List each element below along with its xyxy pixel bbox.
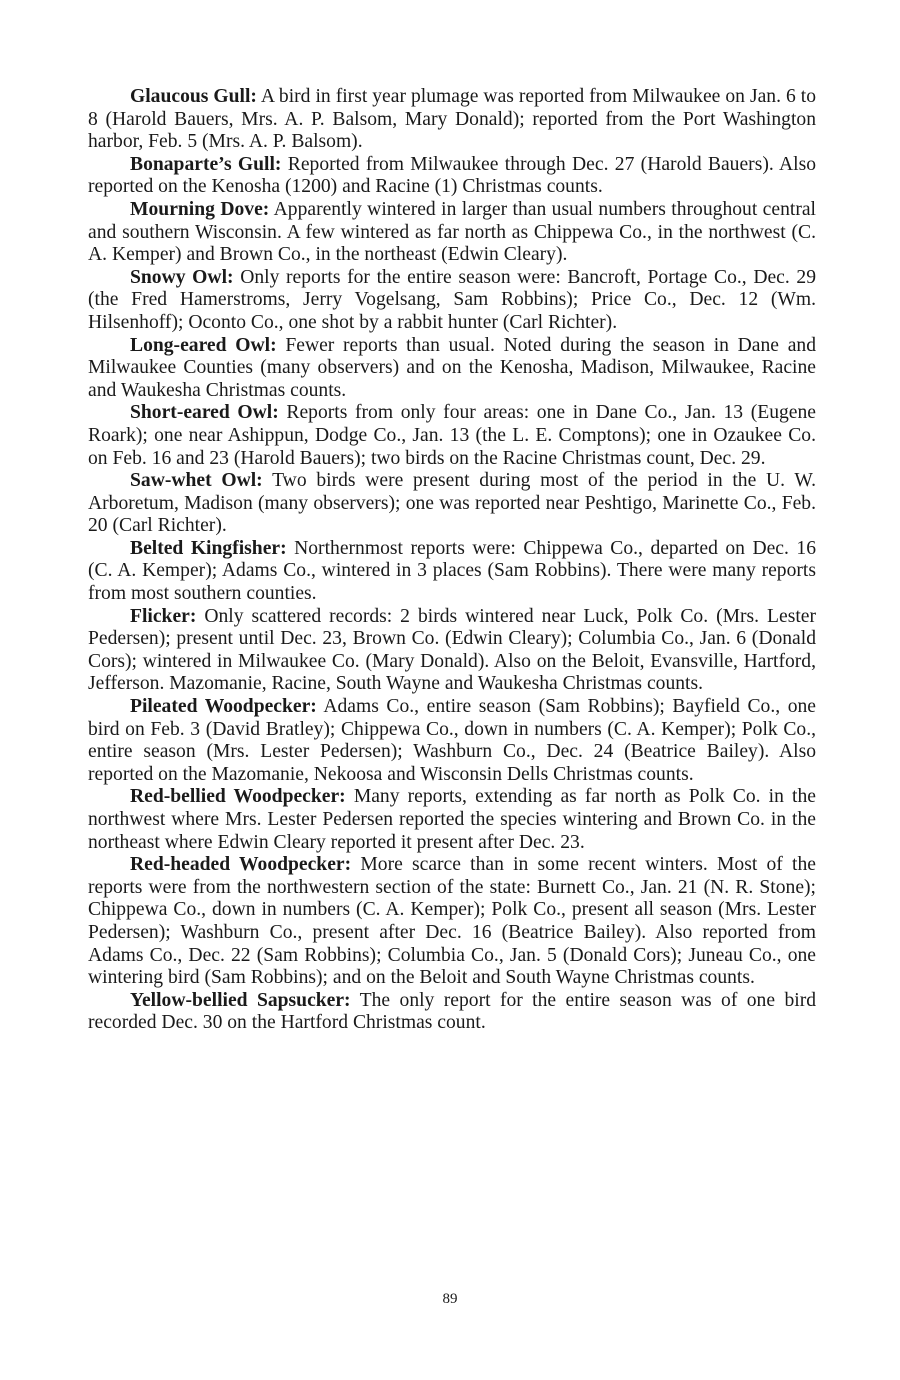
- species-entry: [88, 86, 816, 154]
- species-name: Red-bellied Woodpecker:: [130, 786, 346, 808]
- species-report: Only scattered records: 2 birds wintered near Luck, Polk Co. (Mrs. Lester Pedersen); present until Dec. 23, Brown Co. (Edwin Cleary); Columbia Co., Jan. 6 (Donald Cors); wintered in Milwaukee Co. (Mary Donald). Also on the Beloit, Evansville, Hartford, Jefferson. Mazomanie, Racine, South Wayne and Waukesha Christmas counts.: [88, 605, 817, 695]
- species-entry: [88, 854, 816, 990]
- species-name: Flicker:: [130, 605, 197, 627]
- species-name: Belted Kingfisher:: [130, 537, 287, 559]
- species-name: Short-eared Owl:: [130, 402, 279, 424]
- species-name: Red-headed Woodpecker:: [130, 854, 352, 876]
- species-report: A bird in first year plumage was reported from Milwaukee on Jan. 6 to 8 (Harold Bauers, Mrs. A. P. Balsom, Mary Donald); reported from the Port Washington harbor, Feb. 5 (Mrs. A. P. Balsom).: [88, 86, 816, 153]
- report-body: [88, 86, 816, 1035]
- species-entry: [88, 335, 816, 403]
- species-entry: [88, 606, 816, 696]
- species-report: Northernmost reports were: Chippewa Co., departed on Dec. 16 (C. A. Kemper); Adams Co., wintered in 3 places (Sam Robbins). There were many reports from most southern counties.: [88, 537, 816, 605]
- species-entry: [88, 199, 816, 267]
- species-report: Fewer reports than usual. Noted during the season in Dane and Milwaukee Counties (many observers) and on the Kenosha, Madison, Milwaukee, Racine and Waukesha Christmas counts.: [88, 334, 817, 401]
- species-entry: [88, 538, 816, 606]
- species-entry: [88, 402, 816, 470]
- species-report: Reports from only four areas: one in Dane Co., Jan. 13 (Eugene Roark); one near Ashippun, Dodge Co., Jan. 13 (the L. E. Comptons); one in Ozaukee Co. on Feb. 16 and 23 (Harold Bauers); two birds on the Racine Christmas count, Dec. 29.: [88, 402, 816, 469]
- species-report: Adams Co., entire season (Sam Robbins); Bayfield Co., one bird on Feb. 3 (David Bratley); Chippewa Co., down in numbers (C. A. Kemper); Polk Co., entire season (Mrs. Lester Pedersen); Washburn Co., Dec. 24 (Beatrice Bailey). Also reported on the Mazomanie, Nekoosa and Wisconsin Dells Christmas counts.: [88, 696, 816, 785]
- page-number: 89: [442, 1291, 458, 1307]
- species-report: Two birds were present during most of the period in the U. W. Arboretum, Madison (many observers); one was reported near Peshtigo, Marinette Co., Feb. 20 (Carl Richter).: [88, 470, 816, 537]
- species-entry: [88, 786, 816, 854]
- species-name: Long-eared Owl:: [130, 334, 277, 356]
- species-name: Pileated Woodpecker:: [130, 696, 317, 718]
- species-report: Many reports, extending as far north as Polk Co. in the northwest where Mrs. Lester Pedersen reported the species wintering and Brown Co. in the northeast where Edwin Cleary reported it present after Dec. 23.: [88, 786, 816, 853]
- species-entry: [88, 154, 816, 199]
- species-name: Snowy Owl:: [130, 266, 234, 288]
- species-name: Yellow-bellied Sapsucker:: [130, 989, 351, 1011]
- species-name: Saw-whet Owl:: [130, 470, 263, 492]
- species-name: Glaucous Gull:: [130, 86, 257, 107]
- species-entry: [88, 470, 816, 538]
- species-name: Bonaparte’s Gull:: [130, 153, 282, 175]
- species-entry: [88, 696, 816, 786]
- species-report: Apparently wintered in larger than usual numbers throughout central and southern Wisconsin. A few wintered as far north as Chippewa Co., in the northwest (C. A. Kemper) and Brown Co., in the northeast (Edwin Cleary).: [88, 198, 816, 266]
- species-report: More scarce than in some recent winters. Most of the reports were from the northwestern section of the state: Burnett Co., Jan. 21 (N. R. Stone); Chippewa Co., down in numbers (C. A. Kemper); Polk Co., present all season (Mrs. Lester Pedersen); Washburn Co., present after Dec. 16 (Beatrice Bailey). Also reported from Adams Co., Dec. 22 (Sam Robbins); Columbia Co., Jan. 5 (Donald Cors); Juneau Co., one wintering bird (Sam Robbins); and on the Beloit and South Wayne Christmas counts.: [88, 854, 816, 989]
- species-report: Reported from Milwaukee through Dec. 27 (Harold Bauers). Also reported on the Kenosha (1200) and Racine (1) Christmas counts.: [88, 153, 816, 198]
- species-report: The only report for the entire season was of one bird recorded Dec. 30 on the Hartford Christmas count.: [88, 989, 817, 1034]
- species-report: Only reports for the entire season were: Bancroft, Portage Co., Dec. 29 (the Fred Hamerstroms, Jerry Vogelsang, Sam Robbins); Price Co., Dec. 12 (Wm. Hilsenhoff); Oconto Co., one shot by a rabbit hunter (Carl Richter).: [88, 266, 817, 333]
- species-name: Mourning Dove:: [130, 198, 270, 220]
- species-entry: [88, 267, 816, 335]
- species-entry: [88, 990, 816, 1035]
